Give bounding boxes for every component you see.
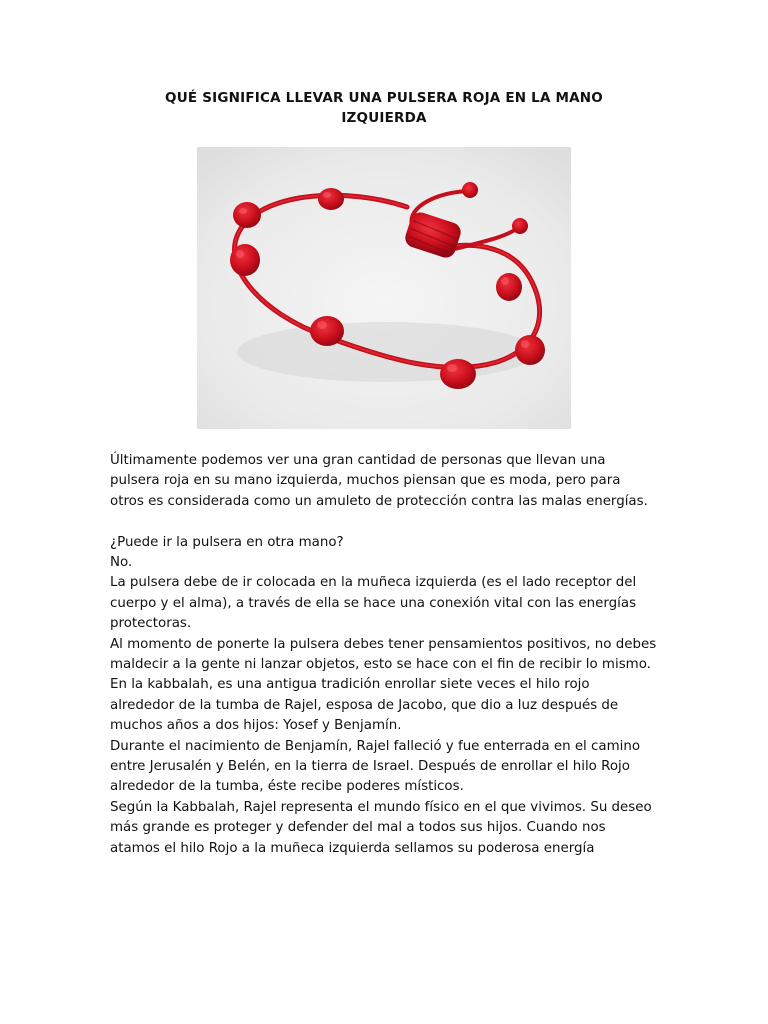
paragraph: La pulsera debe de ir colocada en la muñeca izquierda (es el lado receptor del cuerpo y el alma), a través de ella se hace una conexión vital con las energías protectoras.: [110, 575, 637, 632]
document-body: [110, 451, 658, 859]
paragraph: Según la Kabbalah, Rajel representa el mundo físico en el que vivimos. Su deseo más grande es proteger y defender del mal a todos sus hijos. Cuando nos atamos el hilo Rojo a la muñeca izquierda sellamos su poderosa energía: [110, 799, 652, 856]
document-title: [110, 88, 658, 128]
bracelet-knot: [515, 335, 545, 365]
paragraph: ¿Puede ir la pulsera en otra mano?: [110, 534, 344, 550]
paragraph: Al momento de ponerte la pulsera debes tener pensamientos positivos, no debes maldecir a la gente ni lanzar objetos, esto se hace con el fin de recibir lo mismo.: [110, 636, 657, 673]
cord-end-bead: [462, 182, 478, 198]
document-title-line-1: QUÉ SIGNIFICA LLEVAR UNA PULSERA ROJA EN LA MANO: [165, 90, 603, 106]
bracelet-knot: [496, 273, 522, 301]
bracelet-knot: [440, 359, 476, 389]
paragraph: No.: [110, 555, 133, 571]
paragraph: En la kabbalah, es una antigua tradición enrollar siete veces el hilo rojo alrededor de la tumba de Rajel, esposa de Jacobo, que dio a luz después de muchos años a dos hijos: Yosef y Benjamín.: [110, 677, 619, 734]
cord-end-bead: [512, 218, 528, 234]
document-title-line-2: IZQUIERDA: [341, 110, 427, 126]
paragraph: Durante el nacimiento de Benjamín, Rajel falleció y fue enterrada en el camino entre Jerusalén y Belén, en la tierra de Israel. Después de enrollar el hilo Rojo alrededor de la tumba, éste recibe poderes místicos.: [110, 738, 641, 795]
bracelet-knot: [233, 202, 261, 228]
paragraph: Últimamente podemos ver una gran cantidad de personas que llevan una pulsera roja en su mano izquierda, muchos piensan que es moda, pero para otros es considerada como un amuleto de protección contra las malas energías.: [110, 453, 648, 509]
red-bracelet-photo: [197, 147, 571, 429]
bracelet-knot: [318, 188, 344, 210]
bracelet-knot: [310, 316, 344, 346]
bracelet-knot: [230, 244, 260, 276]
